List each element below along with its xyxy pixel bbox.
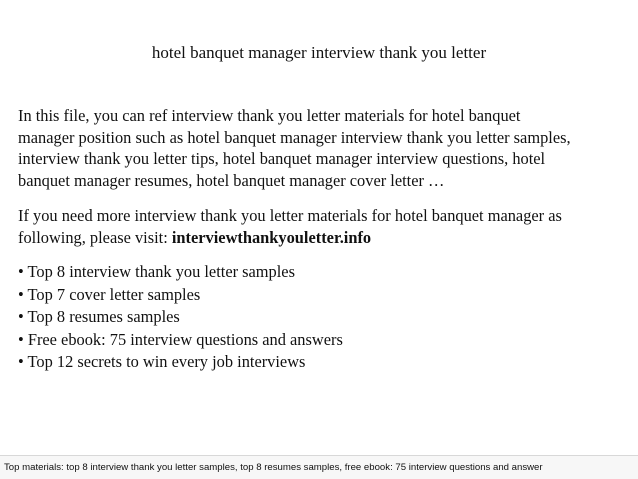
intro-line: manager position such as hotel banquet manager interview thank you letter samples,	[18, 127, 571, 147]
footer-text: Top materials: top 8 interview thank you letter samples, top 8 resumes samples, free ebook: 75 interview questions and answer	[4, 462, 543, 473]
more-info-line: If you need more interview thank you letter materials for hotel banquet manager as	[18, 206, 562, 225]
materials-list	[18, 261, 343, 374]
intro-paragraph	[18, 105, 623, 191]
more-info-prefix: following, please visit:	[18, 227, 172, 247]
website-link[interactable]: interviewthankyouletter.info	[171, 227, 372, 247]
list-item: • Top 8 resumes samples	[18, 307, 180, 326]
page-title: hotel banquet manager interview thank you letter	[151, 43, 487, 62]
more-info-paragraph	[18, 205, 623, 248]
intro-line: interview thank you letter tips, hotel banquet manager interview questions, hotel	[18, 149, 546, 168]
more-info-line-2	[18, 227, 623, 249]
intro-line: banquet manager resumes, hotel banquet manager cover letter …	[18, 170, 445, 190]
list-item: • Top 12 secrets to win every job interviews	[18, 352, 306, 371]
footer-bar	[0, 455, 638, 479]
list-item: • Free ebook: 75 interview questions and answers	[18, 329, 343, 349]
list-item: • Top 8 interview thank you letter samples	[18, 262, 295, 281]
list-item: • Top 7 cover letter samples	[18, 284, 201, 304]
intro-line: In this file, you can ref interview thank you letter materials for hotel banquet	[18, 106, 521, 125]
